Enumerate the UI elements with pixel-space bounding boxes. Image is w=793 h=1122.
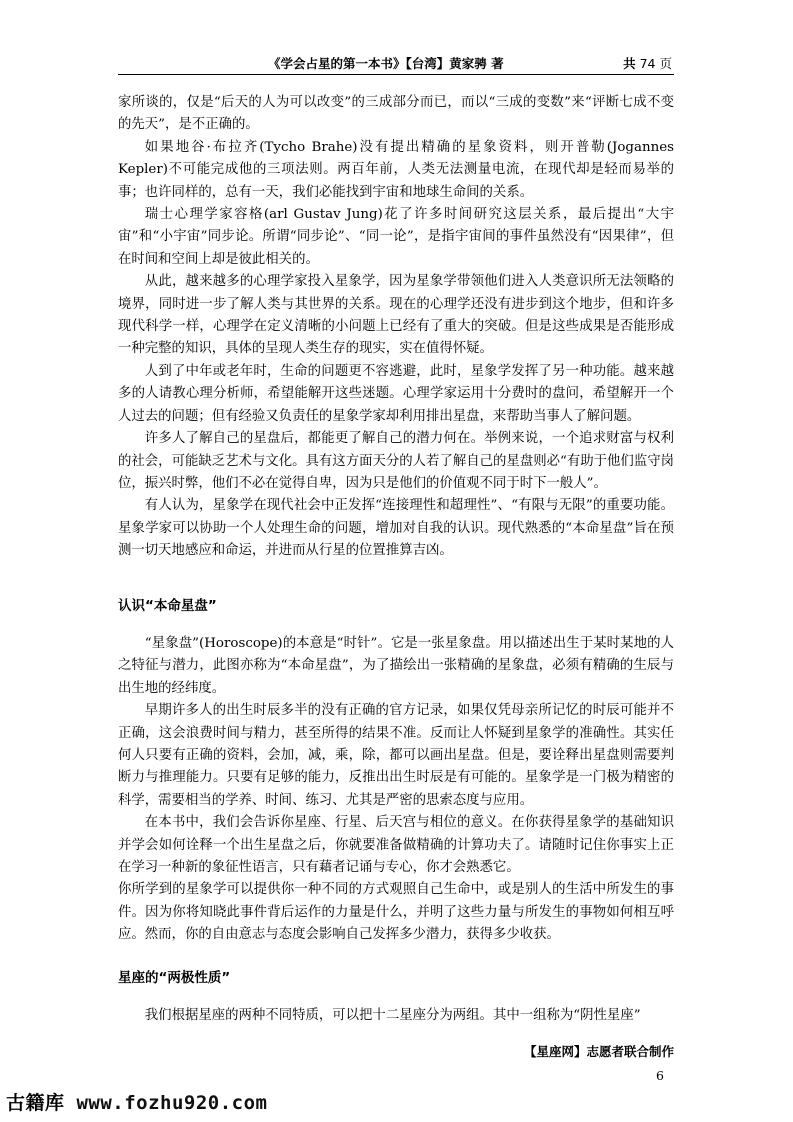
watermark-url: www.fozhu920.com [76,1092,268,1114]
paragraph: 我们根据星座的两种不同特质，可以把十二星座分为两组。其中一组称为“阴性星座” [144,1008,641,1024]
section-heading: 认识“本命星盘” [118,597,217,614]
watermark-name: 古籍库 [6,1092,65,1114]
total-pages-prefix: 共 [623,56,636,71]
paragraph: 人到了中年或老年时，生命的问题更不容逃避，此时，星象学发挥了另一种功能。越来越多的人请教心理分析师，希望能解开这些迷题。心理学家运用十分费时的盘问，希望解开一个人过去的问题；但有经验又负责任的星象学家却利用排出星盘，来帮助当事人了解问题。 [118,363,674,424]
paragraph: 如果地谷·布拉齐(Tycho Brahe)没有提出精确的星象资料，则开普勒(Jogannes Kepler)不可能完成他的三项法则。两百年前，人类无法测量电流，在现代却是轻而易举的事；也许同样的，总有一天，我们必能找到宇宙和地球生命间的关系。 [118,139,674,200]
page-body [118,92,674,1027]
paragraph: 瑞士心理学家容格(arl Gustav Jung)花了许多时间研究这层关系，最后提出“大宇宙”和“小宇宙”同步论。所谓“同步论”、“同一论”，是指宇宙间的事件虽然没有“因果律”，但在时间和空间上却是彼此相关的。 [118,207,674,267]
paragraph: 你所学到的星象学可以提供你一种不同的方式观照自己生命中，或是别人的生活中所发生的事件。因为你将知晓此事件背后运作的力量是什么，并明了这些力量与所发生的事物如何相互呼应。然而，你的自由意志与态度会影响自己发挥多少潜力，获得多少收获。 [118,882,674,943]
paragraph: 许多人了解自己的星盘后，都能更了解自己的潜力何在。举例来说，一个追求财富与权利的社会，可能缺乏艺术与文化。具有这方面天分的人若了解自己的星盘则必“有助于他们监守岗位，振兴时弊，他们不必在觉得自卑，因为只是他们的价值观不同于时下一般人”。 [118,431,674,491]
section-heading: 星座的“两极性质” [118,969,231,986]
paragraph: 从此，越来越多的心理学家投入星象学，因为星象学带领他们进入人类意识所无法领略的境界，同时进一步了解人类与其世界的关系。现在的心理学还没有进步到这个地步，但和许多现代科学一样，心理学在定义清晰的小问题上已经有了重大的突破。但是这些成果是否能形成一种完整的知识，具体的呈现人类生存的现实，实在值得怀疑。 [118,274,674,357]
page-header [118,52,674,75]
paragraph: 在本书中，我们会告诉你星座、行星、后天宫与相位的意义。在你获得星象学的基础知识并学会如何诠释一个出生星盘之后，你就要准备做精确的计算功夫了。请随时记住你事实上正在学习一种新的象征性语言，只有藉者记诵与专心，你才会熟悉它。 [118,815,674,875]
footer-credit: 【星座网】志愿者联合制作 [523,1044,674,1059]
book-title: 《学会占星的第一本书》【台湾】黄家骋 著 [268,56,504,71]
total-pages-label [623,54,672,72]
total-pages-count: 74 [639,56,656,71]
page-number: 6 [656,1068,664,1083]
watermark [6,1088,268,1115]
paragraph: 家所谈的，仅是“后天的人为可以改变”的三成部分而已，而以“三成的变数”来“评断七成不变的先天”，是不正确的。 [118,95,674,133]
paragraph: 有人认为，星象学在现代社会中正发挥“连接理性和超理性”、“有限与无限”的重要功能。星象学家可以协助一个人处理生命的问题，增加对自我的认识。现代熟悉的“本命星盘”旨在预测一切天地感应和命运，并进而从行星的位置推算吉凶。 [118,498,674,559]
paragraph: “星象盘”(Horoscope)的本意是“时针”。它是一张星象盘。用以描述出生于某时某地的人之特征与潜力，此图亦称为“本命星盘”，为了描绘出一张精确的星象盘，必须有精确的生辰与出生地的经纬度。 [118,635,674,696]
paragraph: 早期许多人的出生时辰多半的没有正确的官方记录，如果仅凭母亲所记忆的时辰可能并不正确，这会浪费时间与精力，甚至所得的结果不准。反而让人怀疑到星象学的准确性。其实任何人只要有正确的资料，会加，减，乘，除，都可以画出星盘。但是，要诠释出星盘则需要判断力与推理能力。只要有足够的能力，反推出出生时辰是有可能的。星象学是一门极为精密的科学，需要相当的学养、时间、练习、尤其是严密的思索态度与应用。 [118,703,674,808]
total-pages-suffix: 页 [659,56,672,71]
